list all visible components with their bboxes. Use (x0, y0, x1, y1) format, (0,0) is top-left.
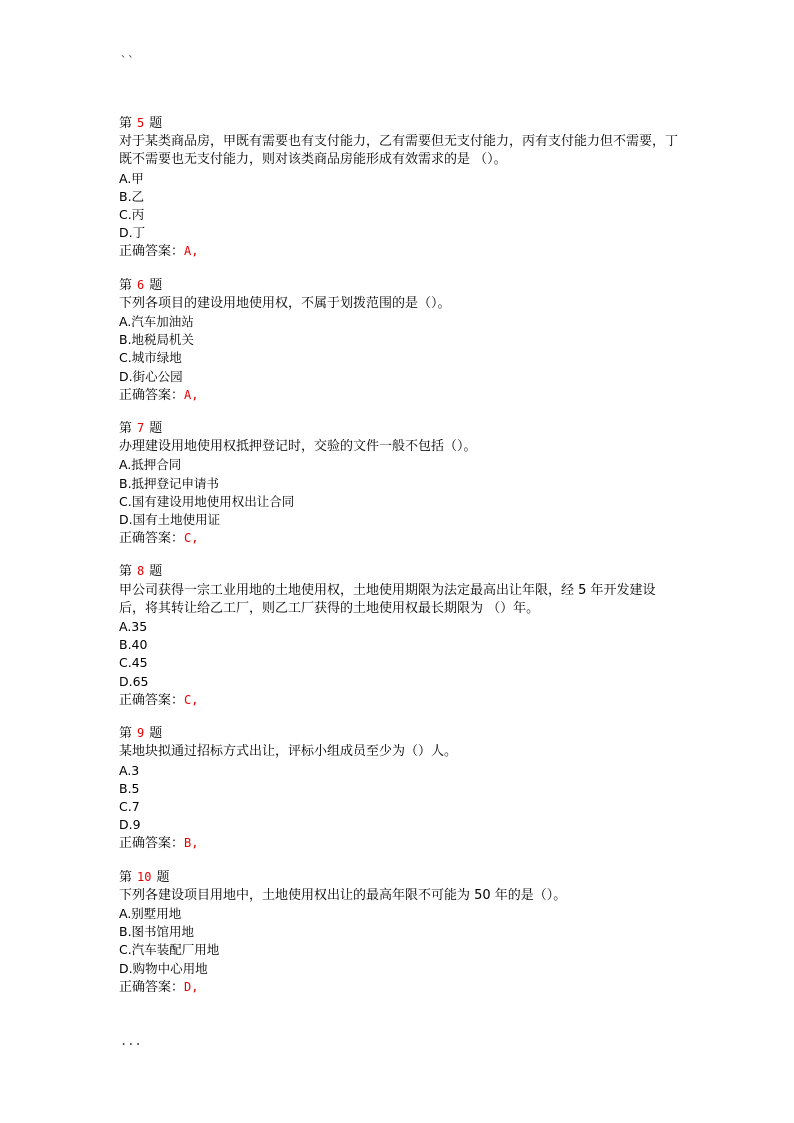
option-a: A.3 (119, 762, 140, 778)
question-number: 5 (137, 116, 145, 130)
question-10 (119, 868, 679, 997)
question-stem: 甲公司获得一宗工业用地的土地使用权，土地使用期限为法定最高出让年限，经 5 年开发建设后，将其转让给乙工厂，则乙工厂获得的土地使用权最长期限为 （）年。 (119, 582, 656, 616)
question-stem: 对于某类商品房，甲既有需要也有支付能力，乙有需要但无支付能力，丙有支付能力但不需要，丁既不需要也无支付能力，则对该类商品房能形成有效需求的是 （）。 (119, 134, 679, 168)
question-heading (119, 868, 679, 887)
page-footer-mark: ... (120, 1034, 142, 1048)
correct-answer (119, 978, 679, 997)
answer-label: 正确答案： (119, 531, 185, 547)
answer-label: 正确答案： (119, 244, 185, 260)
correct-answer (119, 386, 679, 405)
correct-answer (119, 834, 679, 853)
answer-value: D, (184, 979, 199, 994)
question-prefix: 第 (119, 869, 133, 885)
option-a: A.甲 (119, 170, 144, 186)
option-b: B.图书馆用地 (119, 924, 195, 940)
question-heading (119, 419, 679, 438)
option-d: D.9 (119, 817, 141, 833)
question-suffix: 题 (156, 869, 170, 885)
answer-label: 正确答案： (119, 692, 185, 708)
question-list (119, 114, 679, 1011)
option-c: C.城市绿地 (119, 350, 182, 366)
option-c: C.45 (119, 655, 148, 671)
question-number: 7 (137, 421, 145, 436)
question-heading (119, 562, 679, 581)
question-heading (119, 276, 679, 295)
question-suffix: 题 (149, 116, 163, 131)
option-d: D.65 (119, 673, 149, 689)
option-a: A.35 (119, 619, 148, 635)
answer-value: C, (184, 692, 199, 707)
question-6 (119, 276, 679, 405)
option-b: B.乙 (119, 188, 145, 204)
question-heading (119, 724, 679, 743)
question-9 (119, 724, 679, 853)
option-a: A.抵押合同 (119, 457, 182, 473)
question-suffix: 题 (149, 564, 163, 580)
question-prefix: 第 (119, 116, 133, 131)
question-stem: 下列各建设项目用地中，土地使用权出让的最高年限不可能为 50 年的是（）。 (119, 887, 567, 903)
correct-answer (119, 529, 679, 548)
option-d: D.街心公园 (119, 368, 183, 384)
question-number: 6 (137, 277, 145, 292)
question-5 (119, 114, 679, 262)
option-d: D.丁 (119, 225, 146, 241)
question-prefix: 第 (119, 421, 133, 437)
question-heading (119, 114, 679, 133)
answer-label: 正确答案： (119, 979, 185, 995)
correct-answer (119, 691, 679, 710)
question-prefix: 第 (119, 564, 133, 580)
question-stem: 办理建设用地使用权抵押登记时，交验的文件一般不包括（）。 (119, 439, 477, 455)
answer-label: 正确答案： (119, 387, 185, 403)
question-stem: 某地块拟通过招标方式出让，评标小组成员至少为（）人。 (119, 744, 458, 760)
answer-value: A, (184, 387, 199, 402)
question-prefix: 第 (119, 277, 133, 293)
option-a: A.别墅用地 (119, 905, 182, 921)
question-7 (119, 419, 679, 548)
answer-label: 正确答案： (119, 836, 185, 852)
question-number: 8 (137, 564, 145, 579)
question-8 (119, 562, 679, 710)
option-d: D.购物中心用地 (119, 960, 208, 976)
answer-value: B, (184, 836, 199, 851)
question-suffix: 题 (149, 277, 163, 293)
question-number: 10 (137, 869, 152, 884)
question-number: 9 (137, 726, 145, 741)
question-stem: 下列各项目的建设用地使用权，不属于划拨范围的是（）。 (119, 295, 451, 311)
option-c: C.7 (119, 798, 140, 814)
option-c: C.丙 (119, 207, 145, 223)
question-suffix: 题 (149, 726, 163, 742)
question-prefix: 第 (119, 726, 133, 742)
option-b: B.抵押登记申请书 (119, 475, 220, 491)
option-d: D.国有土地使用证 (119, 512, 221, 528)
option-c: C.汽车装配厂用地 (119, 942, 220, 958)
option-a: A.汽车加油站 (119, 314, 194, 330)
page-header-mark: `` (120, 54, 135, 68)
option-b: B.40 (119, 637, 148, 653)
option-b: B.5 (119, 780, 140, 796)
answer-value: C, (184, 531, 199, 546)
option-b: B.地税局机关 (119, 332, 195, 348)
question-suffix: 题 (149, 421, 163, 437)
correct-answer (119, 242, 679, 261)
option-c: C.国有建设用地使用权出让合同 (119, 493, 295, 509)
answer-value: A, (184, 244, 199, 259)
